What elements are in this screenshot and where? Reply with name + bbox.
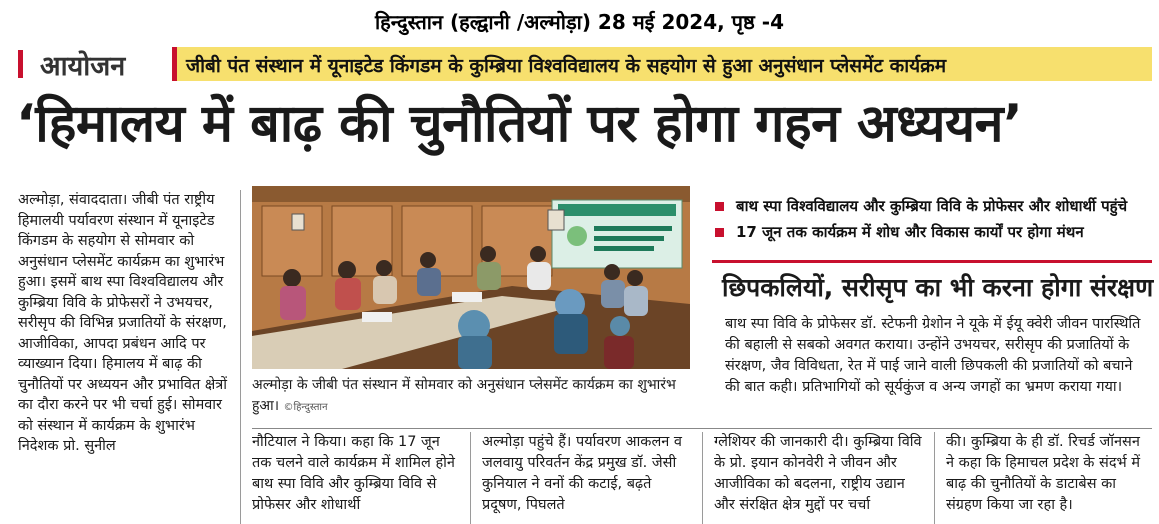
section-tag-marker <box>18 50 23 78</box>
subheading-body: बाथ स्पा विवि के प्रोफेसर डॉ. स्टेफनी ग्रेशोन ने यूके में ईयू क्वेरी जीवन पारस्थिति की बहाली से सबको अवगत कराया। उन्होंने उभयचर, सरीसृप की प्रजातियों के संरक्षण, जैव विविधता, रेत में पाई जाने वाली छिपकली की प्रजातियों को बचाने की बात कही। प्रतिभागियों को सूर्यकुंज व अन्य जगहों का भ्रमण कराया गया। <box>725 316 1141 395</box>
bullet-text: 17 जून तक कार्यक्रम में शोध और विकास कार्यों पर होगा मंथन <box>736 223 1084 241</box>
highlight-bullet <box>712 193 1152 219</box>
bottom-column-3: ग्लेशियर की जानकारी दी। कुम्ब्रिया विवि के प्रो. इयान कोनवेरी ने जीवन और आजीविका को बदलना, राष्ट्रीय उद्यान और संरक्षित क्षेत्र मुद्दों पर चर्चा <box>714 434 922 513</box>
subheading-rule <box>712 260 1152 263</box>
subheading: छिपकलियों, सरीसृप का भी करना होगा संरक्षण <box>722 273 1154 302</box>
bottom-rule <box>252 428 1152 429</box>
source-line: हिन्दुस्तान (हल्द्वानी /अल्मोड़ा) 28 मई 2024, पृष्ठ -4 <box>374 10 785 34</box>
news-photo <box>252 186 690 369</box>
column-divider <box>470 432 471 524</box>
highlight-bullet <box>712 219 1152 245</box>
photo-caption <box>252 375 692 418</box>
section-tag: आयोजन <box>40 51 126 82</box>
kicker-text: जीबी पंत संस्थान में यूनाइटेड किंगडम के कुम्ब्रिया विश्वविद्यालय के सहयोग से हुआ अनुसंधान प्लेसमेंट कार्यक्रम <box>186 55 947 77</box>
photo-credit-text: हिन्दुस्तान <box>293 402 328 413</box>
bullet-text: बाथ स्पा विश्वविद्यालय और कुम्ब्रिया विवि के प्रोफेसर और शोधार्थी पहुंचे <box>736 197 1128 215</box>
caption-text: अल्मोड़ा के जीबी पंत संस्थान में सोमवार को अनुसंधान प्लेसमेंट कार्यक्रम का शुभारंभ हुआ। <box>252 377 676 414</box>
photo-credit <box>284 402 328 413</box>
headline: ‘हिमालय में बाढ़ की चुनौतियों पर होगा गहन अध्ययन’ <box>16 94 1023 154</box>
bullet-square-icon <box>715 228 724 237</box>
bottom-column-1: नौटियाल ने किया। कहा कि 17 जून तक चलने वाले कार्यक्रम में शामिल होने बाथ स्पा विवि और कुम्ब्रिया विवि से प्रोफेसर और शोधार्थी <box>252 434 455 513</box>
intro-column: अल्मोड़ा, संवाददाता। जीबी पंत राष्ट्रीय हिमालयी पर्यावरण संस्थान में यूनाइटेड किंगडम के सहयोग से सोमवार को अनुसंधान प्लेसमेंट कार्यक्रम का शुभारंभ हुआ। इसमें बाथ स्पा विश्वविद्यालय और कुम्ब्रिया विवि के प्रोफेसरों ने उभयचर, सरीसृप की विभिन्न प्रजातियों के संरक्षण, आजीविका, आपदा प्रबंधन आदि पर व्याख्यान दिया। हिमालय में बाढ़ की चुनौतियों पर अध्ययन और प्रभावित क्षेत्रों का दौरा करने पर भी चर्चा हुई। सोमवार को संस्थान में कार्यक्रम के शुभारंभ निदेशक प्रो. सुनील <box>18 192 228 454</box>
kicker-marker <box>172 47 177 81</box>
column-divider <box>240 190 241 524</box>
column-divider <box>934 432 935 524</box>
bullet-square-icon <box>715 202 724 211</box>
meeting-photo-image <box>252 186 690 369</box>
column-divider <box>702 432 703 524</box>
bottom-column-4: की। कुम्ब्रिया के ही डॉ. रिचर्ड जॉनसन ने कहा कि हिमाचल प्रदेश के संदर्भ में बाढ़ की चुनौतियों के डाटाबेस का संग्रहण किया जा रहा है। <box>946 434 1141 513</box>
bottom-column-2: अल्मोड़ा पहुंचे हैं। पर्यावरण आकलन व जलवायु परिवर्तन केंद्र प्रमुख डॉ. जेसी कुनियाल ने वनों की कटाई, बढ़ते प्रदूषण, पिघलते <box>482 434 682 513</box>
highlight-bullets <box>712 193 1152 245</box>
photo-credit-mark: © <box>283 402 294 413</box>
